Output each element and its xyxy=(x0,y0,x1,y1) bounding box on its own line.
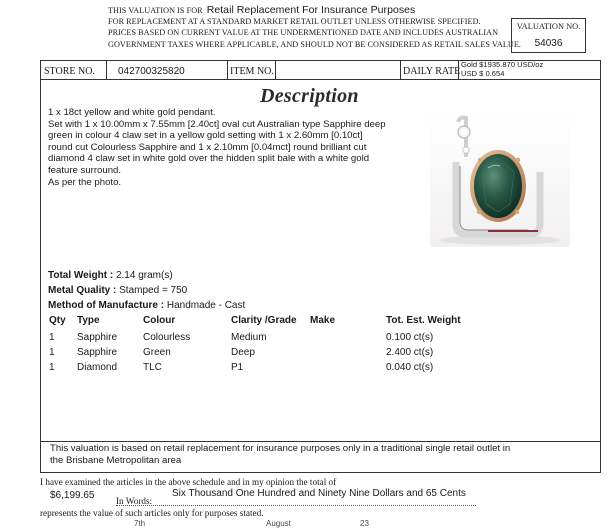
description-line: round cut Colourless Sapphire and 1 x 2.10mm [0.04mct] round brilliant cut xyxy=(48,141,367,153)
cell-weight: 0.040 ct(s) xyxy=(386,362,434,373)
valuation-purpose: Retail Replacement For Insurance Purposes xyxy=(206,4,416,16)
metal-quality xyxy=(48,285,187,296)
cell-clarity: Deep xyxy=(231,347,255,358)
gold-rate: Gold $1935.870 USD/oz xyxy=(461,60,544,69)
daily-rate-values xyxy=(461,60,543,78)
date-month: August xyxy=(266,519,291,528)
valuation-notice xyxy=(108,4,521,50)
amount-in-words: Six Thousand One Hundred and Ninety Nine Dollars and 65 Cents xyxy=(172,488,466,499)
cell-colour: Green xyxy=(143,347,171,358)
valuation-basis xyxy=(50,443,590,467)
manufacture-method-label: Method of Manufacture : xyxy=(48,300,165,311)
item-number-label: ITEM NO. xyxy=(230,66,274,77)
cell-qty: 1 xyxy=(49,332,55,343)
description-title: Description xyxy=(260,85,359,107)
date-year: 23 xyxy=(360,519,369,528)
daily-rate-label: DAILY RATE xyxy=(403,66,461,77)
basis-line: the Brisbane Metropolitan area xyxy=(50,454,182,466)
cell-type: Sapphire xyxy=(77,347,118,358)
pendant-photo xyxy=(430,112,570,247)
store-number-label: STORE NO. xyxy=(44,66,95,77)
col-header-weight: Tot. Est. Weight xyxy=(386,315,461,326)
description-line: Set with 1 x 10.00mm x 7.55mm [2.40ct] oval cut Australian type Sapphire deep xyxy=(48,118,386,130)
metal-quality-label: Metal Quality : xyxy=(48,285,117,296)
usd-rate: USD $ 0.654 xyxy=(461,69,505,78)
cell-qty: 1 xyxy=(49,362,55,373)
cell-clarity: P1 xyxy=(231,362,244,373)
store-number: 042700325820 xyxy=(118,66,185,77)
cell-type: Diamond xyxy=(77,362,118,373)
description-line: 1 x 18ct yellow and white gold pendant. xyxy=(48,107,216,118)
cell-divider xyxy=(275,60,276,80)
total-weight-label: Total Weight : xyxy=(48,270,114,281)
col-header-make: Make xyxy=(310,315,336,326)
notice-line: PRICES BASED ON CURRENT VALUE AT THE UNDERMENTIONED DATE AND INCLUDES AUSTRALIAN xyxy=(108,28,499,38)
valuation-number-box xyxy=(511,18,586,53)
info-row-divider xyxy=(40,79,601,80)
manufacture-method xyxy=(48,300,245,311)
basis-divider xyxy=(40,441,601,442)
represents-statement: represents the value of such articles only for purposes stated. xyxy=(40,508,264,518)
description-line: As per the photo. xyxy=(48,176,122,188)
manufacture-method-value: Handmade - Cast xyxy=(166,300,246,311)
col-header-colour: Colour xyxy=(143,315,176,326)
description-body xyxy=(48,107,418,188)
words-dotted-line xyxy=(116,505,476,506)
cell-divider xyxy=(227,60,228,80)
cell-colour: Colourless xyxy=(143,332,191,343)
cell-colour: TLC xyxy=(143,362,162,373)
notice-first-line xyxy=(108,5,508,16)
description-line: diamond 4 claw set in white gold over the hidden split bale with a white gold xyxy=(48,153,370,165)
notice-line: FOR REPLACEMENT AT A STANDARD MARKET RETAIL OUTLET UNLESS OTHERWISE SPECIFIED. xyxy=(108,17,481,27)
valuation-number: 54036 xyxy=(534,38,563,49)
col-header-qty: Qty xyxy=(49,315,66,326)
date-day: 7th xyxy=(134,519,146,528)
valuation-number-label: VALUATION NO. xyxy=(516,22,581,31)
description-line: green in colour 4 claw set in a yellow gold setting with 1 x 2.60mm [0.10ct] xyxy=(48,130,363,142)
description-line: feature surround. xyxy=(48,164,122,176)
basis-line: This valuation is based on retail replacement for insurance purposes only in a traditional single retail outlet in xyxy=(50,443,511,454)
cell-weight: 2.400 ct(s) xyxy=(386,347,434,358)
cell-divider xyxy=(400,60,401,80)
metal-quality-value: Stamped = 750 xyxy=(119,285,188,296)
col-header-type: Type xyxy=(77,315,100,326)
col-header-clarity: Clarity /Grade xyxy=(231,315,297,326)
total-weight xyxy=(48,270,173,281)
notice-prefix: THIS VALUATION IS FOR xyxy=(108,6,203,15)
cell-qty: 1 xyxy=(49,347,55,358)
cell-weight: 0.100 ct(s) xyxy=(386,332,434,343)
total-amount: $6,199.65 xyxy=(50,490,95,501)
in-words-label: In Words: xyxy=(116,496,153,506)
examination-statement: I have examined the articles in the above schedule and in my opinion the total of xyxy=(40,477,337,487)
cell-divider xyxy=(106,60,107,80)
cell-clarity: Medium xyxy=(231,332,267,343)
cell-type: Sapphire xyxy=(77,332,118,343)
notice-line: GOVERNMENT TAXES WHERE APPLICABLE, AND SHOULD NOT BE CONSIDERED AS RETAIL SALES VALUE. xyxy=(108,39,521,49)
total-weight-value: 2.14 gram(s) xyxy=(115,270,173,281)
